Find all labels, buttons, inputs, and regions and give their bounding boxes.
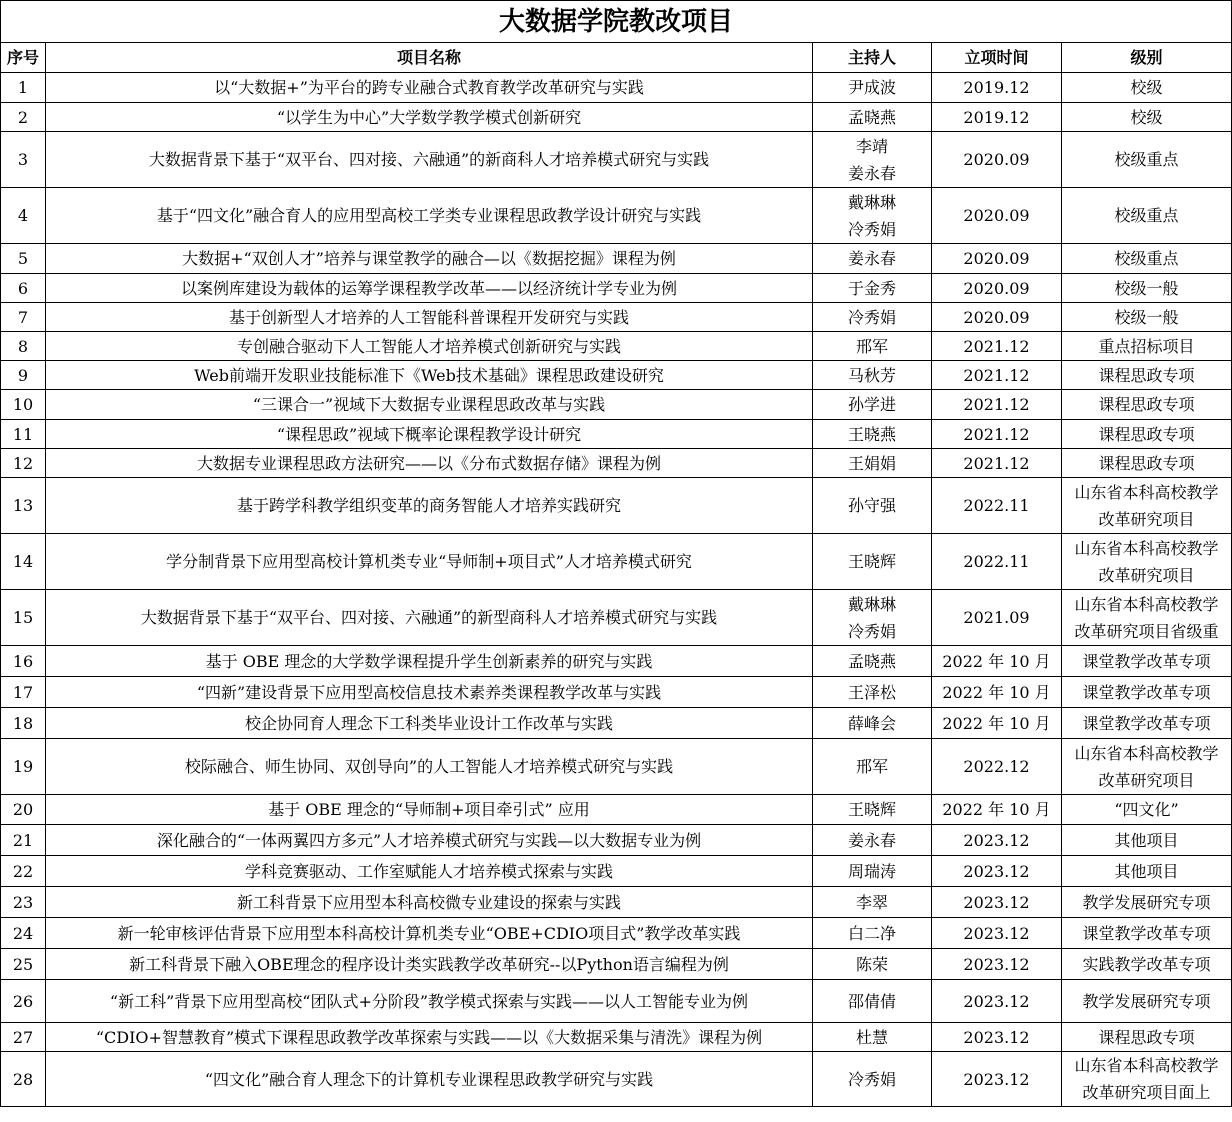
host-name: 马秋芳 [847,365,896,385]
row-index: 13 [1,478,46,534]
table-row [1,918,1232,949]
project-level: 校级一般 [1062,274,1232,303]
table-row [1,420,1232,449]
row-index: 5 [1,244,46,274]
header-row [1,43,1232,73]
host-name: 白二净 [847,923,896,943]
host-name: 姜永春 [847,830,896,850]
project-name: 学科竞赛驱动、工作室赋能人才培养模式探索与实践 [46,856,813,887]
row-index: 12 [1,449,46,478]
project-name: 大数据专业课程思政方法研究——以《分布式数据存储》课程为例 [46,449,813,478]
project-host [813,420,932,449]
host-name: 王娟娟 [847,453,896,473]
project-name: 基于 OBE 理念的大学数学课程提升学生创新素养的研究与实践 [46,646,813,677]
host-name: 于金秀 [847,278,896,298]
project-level [1062,739,1232,795]
row-index: 6 [1,274,46,303]
host-name: 王晓辉 [847,800,896,819]
project-host [813,103,932,132]
project-host [813,73,932,103]
project-host [813,825,932,856]
host-name: 戴琳琳 [847,192,896,212]
project-host [813,677,932,708]
project-name: 新工科背景下应用型本科高校微专业建设的探索与实践 [46,887,813,918]
project-level: 校级重点 [1062,188,1232,244]
header-name: 项目名称 [46,43,813,73]
host-name: 冷秀娟 [847,307,896,327]
level-line: 改革研究项目 [1098,565,1195,585]
project-level: 课堂教学改革专项 [1062,677,1232,708]
host-name: 孟晓燕 [847,651,896,671]
header-date: 立项时间 [932,43,1062,73]
project-date: 2020.09 [932,274,1062,303]
project-date: 2022 年 10 月 [932,795,1062,825]
project-level: 重点招标项目 [1062,332,1232,361]
project-level: 校级 [1062,73,1232,103]
host-name: 姜永春 [847,163,896,183]
header-index: 序号 [1,43,46,73]
table-row [1,478,1232,534]
level-line: 改革研究项目 [1098,509,1195,529]
host-name: 王晓辉 [847,552,896,571]
project-date: 2022 年 10 月 [932,677,1062,708]
table-row [1,274,1232,303]
table-row [1,825,1232,856]
host-name: 杜慧 [855,1027,888,1047]
row-index: 20 [1,795,46,825]
project-name: 以“大数据+”为平台的跨专业融合式教育教学改革研究与实践 [46,73,813,103]
project-host [813,132,932,188]
project-date: 2021.12 [932,361,1062,390]
project-host [813,303,932,332]
row-index: 10 [1,390,46,420]
row-index: 24 [1,918,46,949]
project-host [813,980,932,1023]
project-date: 2023.12 [932,980,1062,1023]
project-host [813,708,932,739]
project-date: 2023.12 [932,825,1062,856]
project-date: 2021.09 [932,590,1062,646]
project-host [813,361,932,390]
host-name: 冷秀娟 [847,1069,896,1089]
project-host [813,244,932,274]
table-row [1,590,1232,646]
host-name: 邢军 [855,336,888,356]
table-row [1,1052,1232,1107]
host-name: 孙守强 [847,496,896,515]
project-level: 课程思政专项 [1062,420,1232,449]
project-date: 2020.09 [932,188,1062,244]
project-level: 教学发展研究专项 [1062,887,1232,918]
project-host [813,1052,932,1107]
level-line: 改革研究项目 [1098,770,1195,790]
table-row [1,1023,1232,1052]
project-name: “CDIO+智慧教育”模式下课程思政教学改革探索与实践——以《大数据采集与清洗》课程为例 [46,1023,813,1052]
project-host [813,332,932,361]
host-name: 周瑞涛 [847,861,896,881]
table-row [1,244,1232,274]
project-host [813,188,932,244]
table-row [1,132,1232,188]
project-host [813,918,932,949]
project-level: 课程思政专项 [1062,449,1232,478]
project-level [1062,1052,1232,1107]
project-name: “新工科”背景下应用型高校“团队式+分阶段”教学模式探索与实践——以人工智能专业为例 [46,980,813,1023]
project-date: 2021.12 [932,390,1062,420]
table-row [1,646,1232,677]
project-host [813,449,932,478]
project-date: 2023.12 [932,1052,1062,1107]
row-index: 26 [1,980,46,1023]
project-name: 新工科背景下融入OBE理念的程序设计类实践教学改革研究--以Python语言编程为例 [46,949,813,980]
project-level: 课堂教学改革专项 [1062,708,1232,739]
level-line: 山东省本科高校教学 [1074,743,1219,763]
project-level: 课程思政专项 [1062,390,1232,420]
row-index: 3 [1,132,46,188]
project-name: “三课合一”视域下大数据专业课程思政改革与实践 [46,390,813,420]
row-index: 27 [1,1023,46,1052]
project-name: 以案例库建设为载体的运筹学课程教学改革——以经济统计学专业为例 [46,274,813,303]
table-body [1,73,1232,1107]
table-row [1,103,1232,132]
project-host [813,590,932,646]
row-index: 21 [1,825,46,856]
header-level: 级别 [1062,43,1232,73]
table-row [1,856,1232,887]
host-name: 王晓燕 [847,424,896,444]
project-name: “以学生为中心”大学数学教学模式创新研究 [46,103,813,132]
host-name: 薛峰会 [847,713,896,733]
table-row [1,949,1232,980]
table-row [1,887,1232,918]
project-name: 新一轮审核评估背景下应用型本科高校计算机类专业“OBE+CDIO项目式”教学改革实践 [46,918,813,949]
host-name: 李靖 [855,136,888,156]
project-level: 教学发展研究专项 [1062,980,1232,1023]
row-index: 1 [1,73,46,103]
project-name: 学分制背景下应用型高校计算机类专业“导师制+项目式”人才培养模式研究 [46,534,813,590]
project-host [813,646,932,677]
table-row [1,449,1232,478]
project-name: 基于“四文化”融合育人的应用型高校工学类专业课程思政教学设计研究与实践 [46,188,813,244]
project-date: 2023.12 [932,949,1062,980]
row-index: 16 [1,646,46,677]
project-date: 2020.09 [932,244,1062,274]
row-index: 8 [1,332,46,361]
table-row [1,332,1232,361]
project-host [813,795,932,825]
table-row [1,795,1232,825]
project-date: 2022.11 [932,534,1062,590]
project-host [813,856,932,887]
project-name: 深化融合的“一体两翼四方多元”人才培养模式研究与实践—以大数据专业为例 [46,825,813,856]
project-level: 课程思政专项 [1062,1023,1232,1052]
row-index: 9 [1,361,46,390]
host-name: 姜永春 [847,249,896,268]
row-index: 14 [1,534,46,590]
row-index: 23 [1,887,46,918]
sheet-title: 大数据学院教改项目 [0,0,1232,43]
project-level: 校级重点 [1062,244,1232,274]
project-date: 2022 年 10 月 [932,646,1062,677]
table-row [1,534,1232,590]
header-host: 主持人 [813,43,932,73]
project-host [813,949,932,980]
project-name: 大数据+“双创人才”培养与课堂教学的融合—以《数据挖掘》课程为例 [46,244,813,274]
row-index: 11 [1,420,46,449]
project-name: “四新”建设背景下应用型高校信息技术素养类课程教学改革与实践 [46,677,813,708]
project-date: 2023.12 [932,918,1062,949]
project-level: 课程思政专项 [1062,361,1232,390]
host-name: 邢军 [855,757,888,776]
project-date: 2021.12 [932,420,1062,449]
row-index: 22 [1,856,46,887]
row-index: 28 [1,1052,46,1107]
project-date: 2022.12 [932,739,1062,795]
host-name: 李翠 [855,892,888,912]
row-index: 2 [1,103,46,132]
host-name: 邵倩倩 [847,991,896,1011]
project-date: 2019.12 [932,103,1062,132]
row-index: 17 [1,677,46,708]
row-index: 4 [1,188,46,244]
table-row [1,708,1232,739]
level-line: 山东省本科高校教学 [1074,1056,1219,1075]
host-name: 王泽松 [847,682,896,702]
project-level: 其他项目 [1062,825,1232,856]
project-date: 2022.11 [932,478,1062,534]
project-name: 大数据背景下基于“双平台、四对接、六融通”的新型商科人才培养模式研究与实践 [46,590,813,646]
table-row [1,677,1232,708]
project-host [813,1023,932,1052]
project-name: 大数据背景下基于“双平台、四对接、六融通”的新商科人才培养模式研究与实践 [46,132,813,188]
table-row [1,739,1232,795]
level-line: 山东省本科高校教学 [1074,538,1219,558]
project-name: “课程思政”视域下概率论课程教学设计研究 [46,420,813,449]
row-index: 18 [1,708,46,739]
project-date: 2019.12 [932,73,1062,103]
row-index: 15 [1,590,46,646]
project-date: 2023.12 [932,856,1062,887]
project-level: 实践教学改革专项 [1062,949,1232,980]
project-host [813,739,932,795]
project-level: 校级 [1062,103,1232,132]
project-date: 2023.12 [932,887,1062,918]
project-date: 2021.12 [932,332,1062,361]
project-level: 课堂教学改革专项 [1062,646,1232,677]
project-date: 2021.12 [932,449,1062,478]
project-level: 校级一般 [1062,303,1232,332]
row-index: 7 [1,303,46,332]
host-name: 孟晓燕 [847,107,896,127]
projects-table [0,42,1232,1107]
project-level: “四文化” [1062,795,1232,825]
table-row [1,390,1232,420]
project-name: 基于 OBE 理念的“导师制+项目牵引式” 应用 [46,795,813,825]
project-level: 校级重点 [1062,132,1232,188]
level-line: 改革研究项目省级重 [1074,621,1219,641]
row-index: 25 [1,949,46,980]
project-level [1062,534,1232,590]
level-line: 山东省本科高校教学 [1074,482,1219,502]
level-line: 山东省本科高校教学 [1074,594,1219,614]
project-name: 基于跨学科教学组织变革的商务智能人才培养实践研究 [46,478,813,534]
table-row [1,303,1232,332]
host-name: 陈荣 [855,954,888,974]
host-name: 孙学进 [847,395,896,414]
project-host [813,534,932,590]
project-level: 课堂教学改革专项 [1062,918,1232,949]
table-row [1,73,1232,103]
project-level: 其他项目 [1062,856,1232,887]
project-level [1062,478,1232,534]
project-level [1062,590,1232,646]
project-date: 2020.09 [932,303,1062,332]
project-host [813,390,932,420]
row-index: 19 [1,739,46,795]
host-name: 冷秀娟 [847,219,896,239]
host-name: 尹成波 [847,78,896,97]
project-name: 校际融合、师生协同、双创导向”的人工智能人才培养模式研究与实践 [46,739,813,795]
project-name: 校企协同育人理念下工科类毕业设计工作改革与实践 [46,708,813,739]
project-name: Web前端开发职业技能标准下《Web技术基础》课程思政建设研究 [46,361,813,390]
level-line: 改革研究项目面上 [1082,1083,1211,1102]
project-date: 2020.09 [932,132,1062,188]
project-name: “四文化”融合育人理念下的计算机专业课程思政教学研究与实践 [46,1052,813,1107]
table-row [1,980,1232,1023]
project-host [813,478,932,534]
project-host [813,887,932,918]
host-name: 冷秀娟 [847,621,896,641]
project-host [813,274,932,303]
project-name: 专创融合驱动下人工智能人才培养模式创新研究与实践 [46,332,813,361]
table-row [1,361,1232,390]
host-name: 戴琳琳 [847,594,896,614]
project-name: 基于创新型人才培养的人工智能科普课程开发研究与实践 [46,303,813,332]
project-date: 2023.12 [932,1023,1062,1052]
table-row [1,188,1232,244]
project-date: 2022 年 10 月 [932,708,1062,739]
